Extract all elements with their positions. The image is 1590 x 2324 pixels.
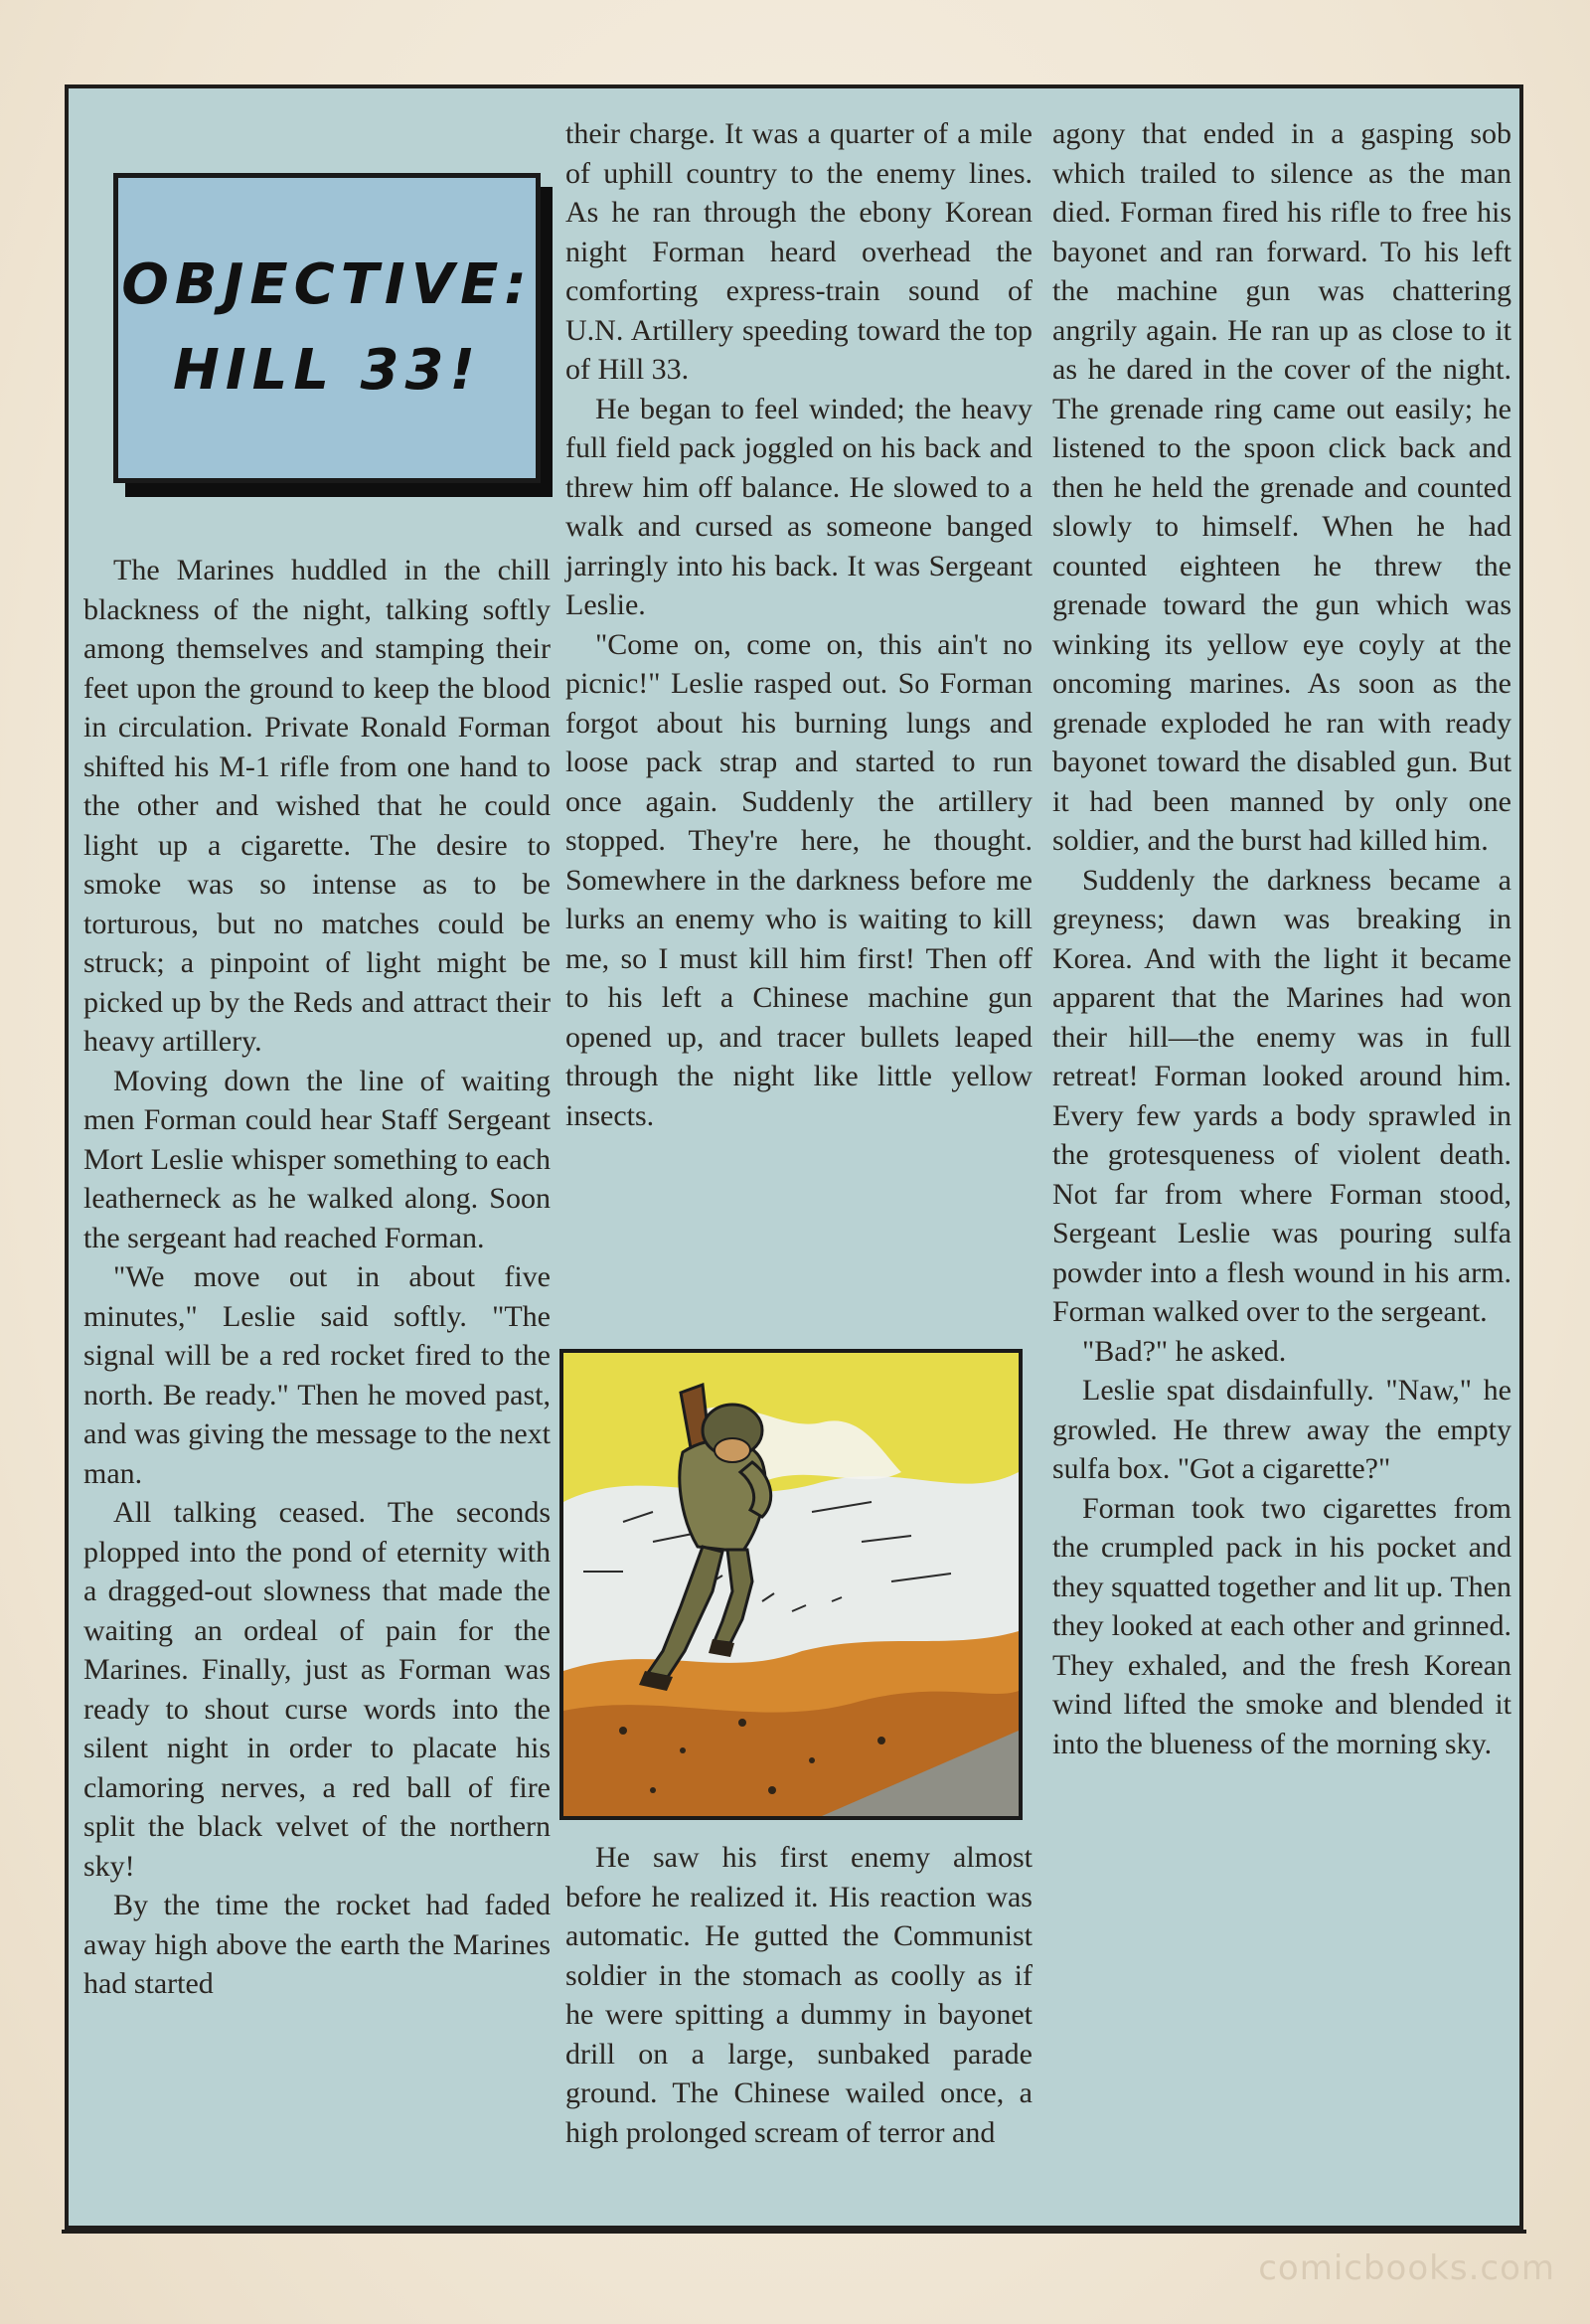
- bottom-rule: [62, 2230, 1526, 2234]
- soldier-illustration: [559, 1349, 1023, 1820]
- column-1-text: [83, 551, 551, 2004]
- title-box: [113, 173, 541, 483]
- paragraph: Suddenly the darkness became a greyness; dawn was breaking in Korea. And with the light it became apparent that the Marines had won their hill—the enemy was in full retreat! Forman looked around him. Every few yards a body sprawled in the grotesqueness of violent death. Not far from where Forman stood, Sergeant Leslie was pouring sulfa powder into a flesh wound in his arm. Forman walked over to the sergeant.: [1052, 863, 1511, 1328]
- watermark-text: comicbooks.com: [1258, 2248, 1555, 2288]
- paragraph: He began to feel winded; the heavy full field pack joggled on his back and threw him off balance. He slowed to a walk and cursed as someone banged jarringly into his back. It was Sergeant Leslie.: [565, 392, 1033, 621]
- paragraph: their charge. It was a quarter of a mile of uphill country to the enemy lines. As he ran through the ebony Korean night Forman heard overhead the comforting express-train sound of U.N. Artillery speeding toward the top of Hill 33.: [565, 117, 1033, 386]
- column-3: [1052, 114, 1511, 1763]
- column-2-text-bottom: [565, 1838, 1033, 2152]
- paragraph: agony that ended in a gasping sob which trailed to silence as the man died. Forman fired his rifle to free his bayonet and ran forward. To his left the machine gun was chattering angrily again. He ran up as close to it as he dared in the cover of the night. The grenade ring came out easily; he listened to the spoon click back and then he held the grenade and counted slowly to himself. When he had counted eighteen he threw the grenade toward the gun which was winking its yellow eye coyly at the oncoming marines. As soon as the grenade exploded he ran with ready bayonet toward the disabled gun. But it had been manned by only one soldier, and the burst had killed him.: [1052, 117, 1511, 857]
- column-2-text-top: [565, 114, 1033, 1135]
- paragraph: All talking ceased. The seconds plopped into the pond of eternity with a dragged-out slowness that made the waiting an ordeal of pain for the Marines. Finally, just as Forman was ready to shout curse words into the silent night in order to placate his clamoring nerves, a red ball of fire split the black velvet of the northern sky!: [83, 1496, 551, 1883]
- title-line-1: OBJECTIVE:: [121, 252, 533, 317]
- story-page-panel: [65, 84, 1523, 2230]
- paragraph: The Marines huddled in the chill blackness of the night, talking softly among themselves and stamping their feet upon the ground to keep the blood in circulation. Private Ronald Forman shifted his M-1 rifle from one hand to the other and wished that he could light up a cigarette. The desire to smoke was so intense as to be torturous, but no matches could be struck; a pinpoint of light might be picked up by the Reds and attract their heavy artillery.: [83, 554, 551, 1058]
- paragraph: Moving down the line of waiting men Forman could hear Staff Sergeant Mort Leslie whisper something to each leatherneck as he walked along. Soon the sergeant had reached Forman.: [83, 1064, 551, 1254]
- paragraph: Forman took two cigarettes from the crumpled pack in his pocket and they squatted together and lit up. Then they looked at each other and grinned. They exhaled, and the fresh Korean wind lifted the smoke and blended it into the blueness of the morning sky.: [1052, 1491, 1511, 1760]
- paragraph: Leslie spat disdainfully. "Naw," he growled. He threw away the empty sulfa box. "Got a cigarette?": [1052, 1374, 1511, 1485]
- title-line-2: HILL 33!: [172, 338, 482, 403]
- paragraph: "Come on, come on, this ain't no picnic!" Leslie rasped out. So Forman forgot about his burning lungs and loose pack strap and started to run once again. Suddenly the artillery stopped. They're here, he thought. Somewhere in the darkness before me lurks an enemy who is waiting to kill me, so I must kill him first! Then off to his left a Chinese machine gun opened up, and tracer bullets leaped through the night like little yellow insects.: [565, 627, 1033, 1132]
- paragraph: By the time the rocket had faded away high above the earth the Marines had started: [83, 1889, 551, 2000]
- paragraph: "Bad?" he asked.: [1082, 1334, 1287, 1368]
- soldier-charging-image: [563, 1353, 1019, 1816]
- paragraph: He saw his first enemy almost before he realized it. His reaction was automatic. He gutted the Communist soldier in the stomach as coolly as if he were spitting a dummy in bayonet drill on a large, sunbaked parade ground. The Chinese wailed once, a high prolonged scream of terror and: [565, 1841, 1033, 2149]
- paragraph: "We move out in about five minutes," Leslie said softly. "The signal will be a red rocket fired to the north. Be ready." Then he moved past, and was giving the message to the next man.: [83, 1260, 551, 1490]
